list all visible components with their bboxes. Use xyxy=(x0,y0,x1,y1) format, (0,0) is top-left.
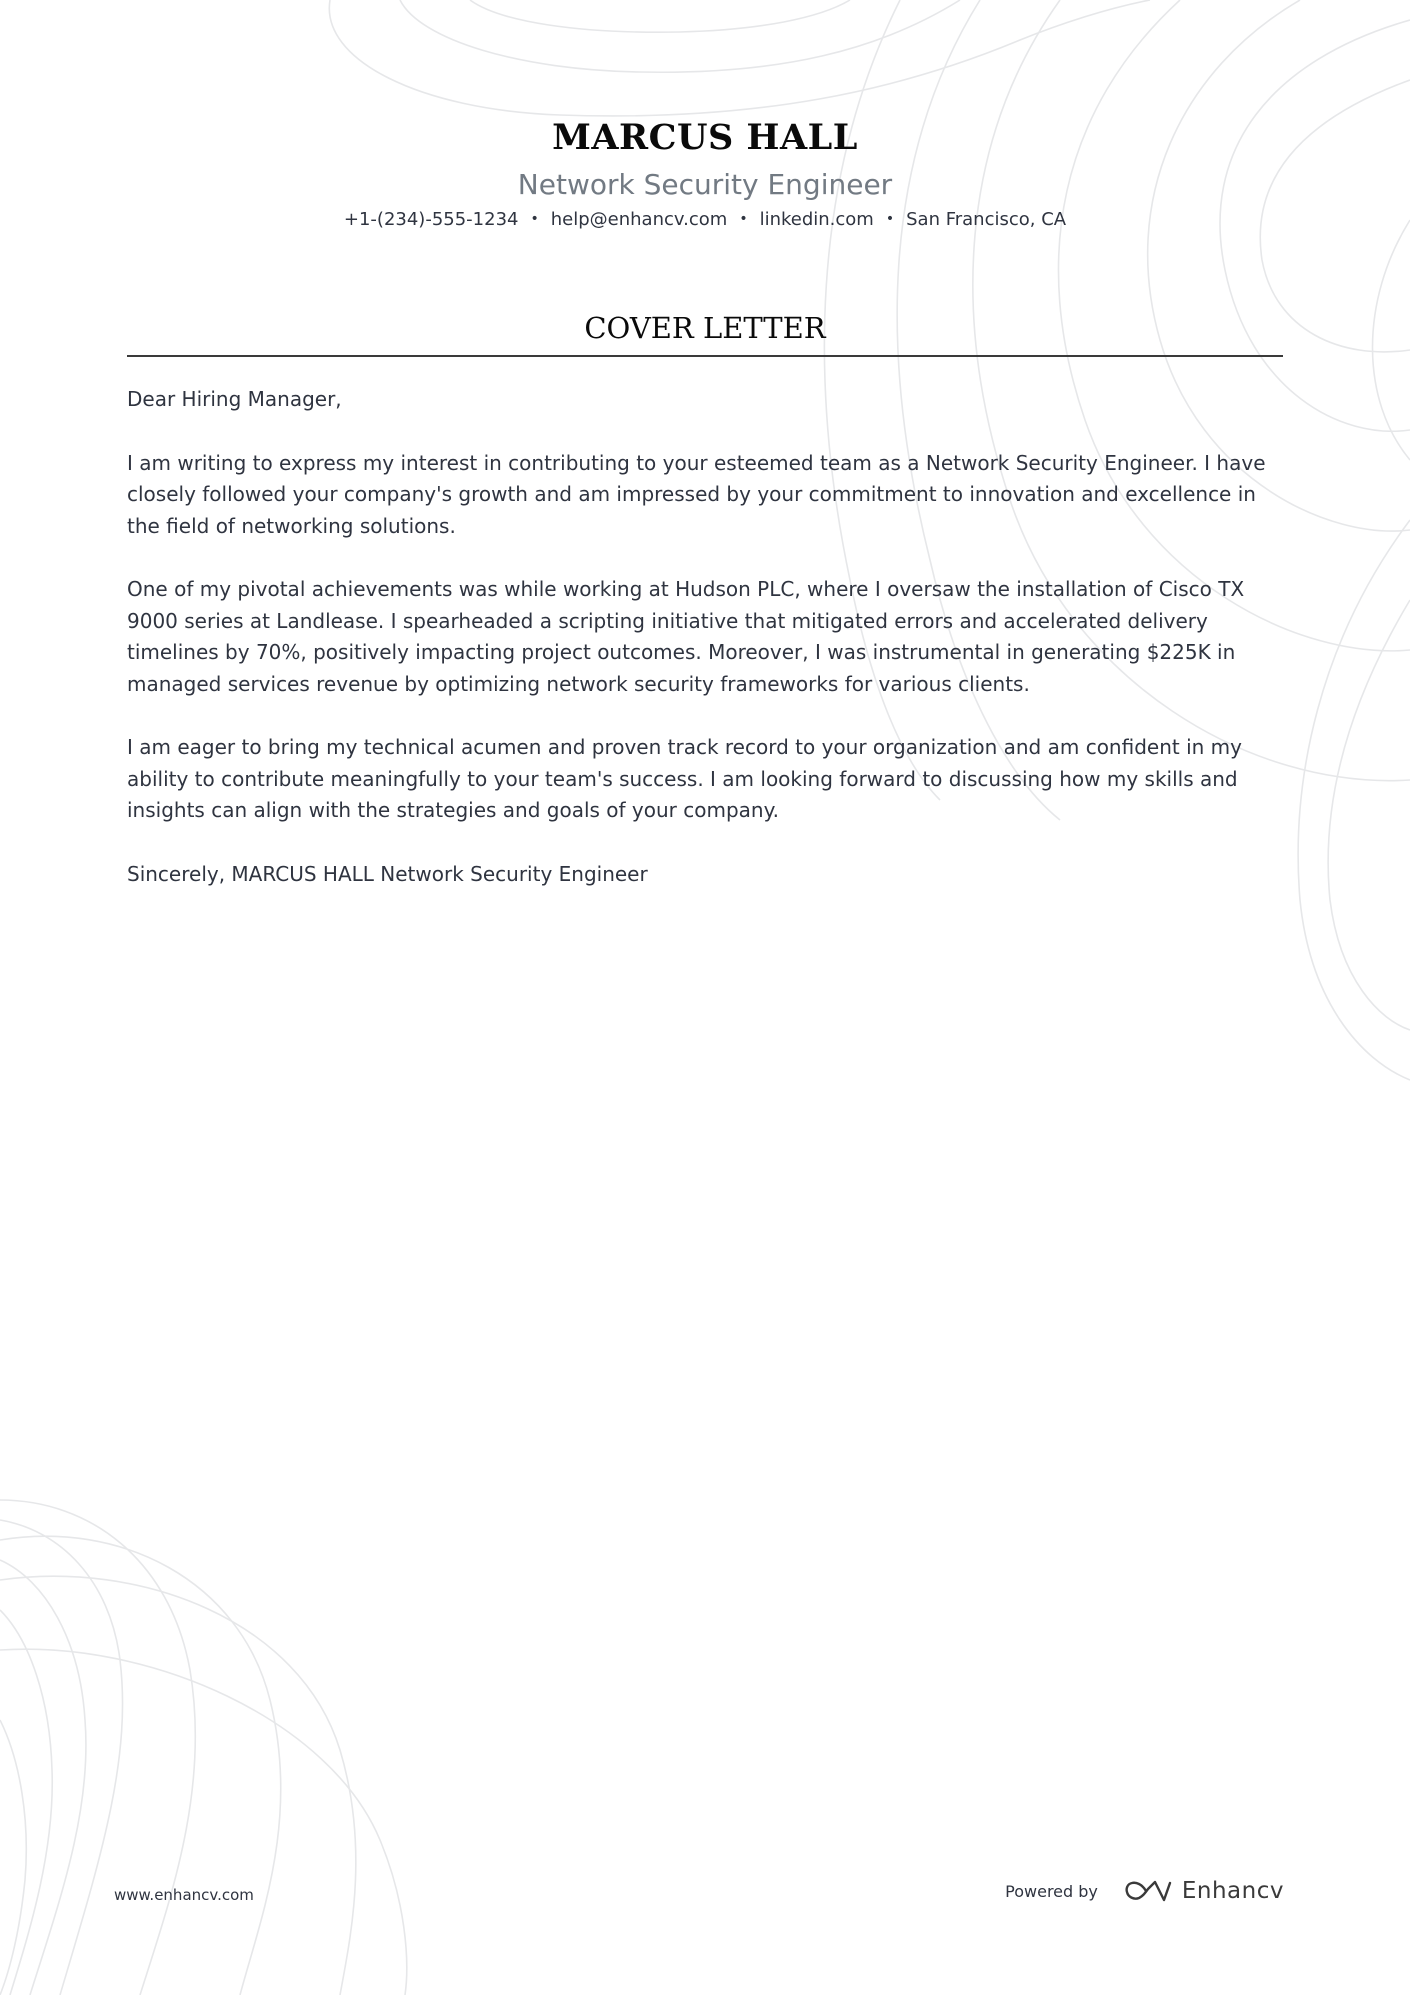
enhancv-logo-icon xyxy=(1124,1878,1172,1904)
location: San Francisco, CA xyxy=(906,209,1067,230)
separator-dot: • xyxy=(885,211,895,227)
candidate-name: MARCUS HALL xyxy=(552,117,858,158)
section-divider xyxy=(127,355,1283,357)
letter-paragraph: One of my pivotal achievements was while working at Hudson PLC, where I oversaw the installation of Cisco TX 9000 series at Landlease. I spearheaded a scripting initiative that mitigated errors and accelerated delivery timelines by 70%, positively impacting project outcomes. Moreover, I was instrumental in generating $225K in managed services revenue by optimizing network security frameworks for various clients. xyxy=(127,577,1245,696)
separator-dot: • xyxy=(739,211,748,227)
header xyxy=(0,112,1410,233)
website-link[interactable]: www.enhancv.com xyxy=(114,1886,254,1904)
job-title: Network Security Engineer xyxy=(517,168,893,201)
powered-by[interactable] xyxy=(1005,1878,1284,1904)
powered-by-label: Powered by xyxy=(1005,1881,1098,1901)
letter-paragraph: I am writing to express my interest in contributing to your esteemed team as a Network Security Engineer. I have closely followed your company's growth and am impressed by your commitment to innovation and excellence in the field of networking solutions. xyxy=(127,450,1266,538)
phone: +1-(234)-555-1234 xyxy=(343,209,519,230)
email-link[interactable]: help@enhancv.com xyxy=(550,209,728,230)
linkedin-link[interactable]: linkedin.com xyxy=(759,209,874,230)
greeting: Dear Hiring Manager, xyxy=(127,387,342,411)
closing: Sincerely, MARCUS HALL Network Security Engineer xyxy=(127,861,648,886)
letter-paragraph: I am eager to bring my technical acumen and proven track record to your organization and am confident in my ability to contribute meaningfully to your team's success. I am looking forward to discussing how my skills and insights can align with the strategies and goals of your company. xyxy=(127,735,1242,822)
contact-line xyxy=(0,206,1410,233)
letter-body xyxy=(127,384,1287,922)
separator-dot: • xyxy=(530,211,539,227)
section-title: COVER LETTER xyxy=(584,311,826,345)
enhancv-brand: Enhancv xyxy=(1181,1878,1284,1904)
